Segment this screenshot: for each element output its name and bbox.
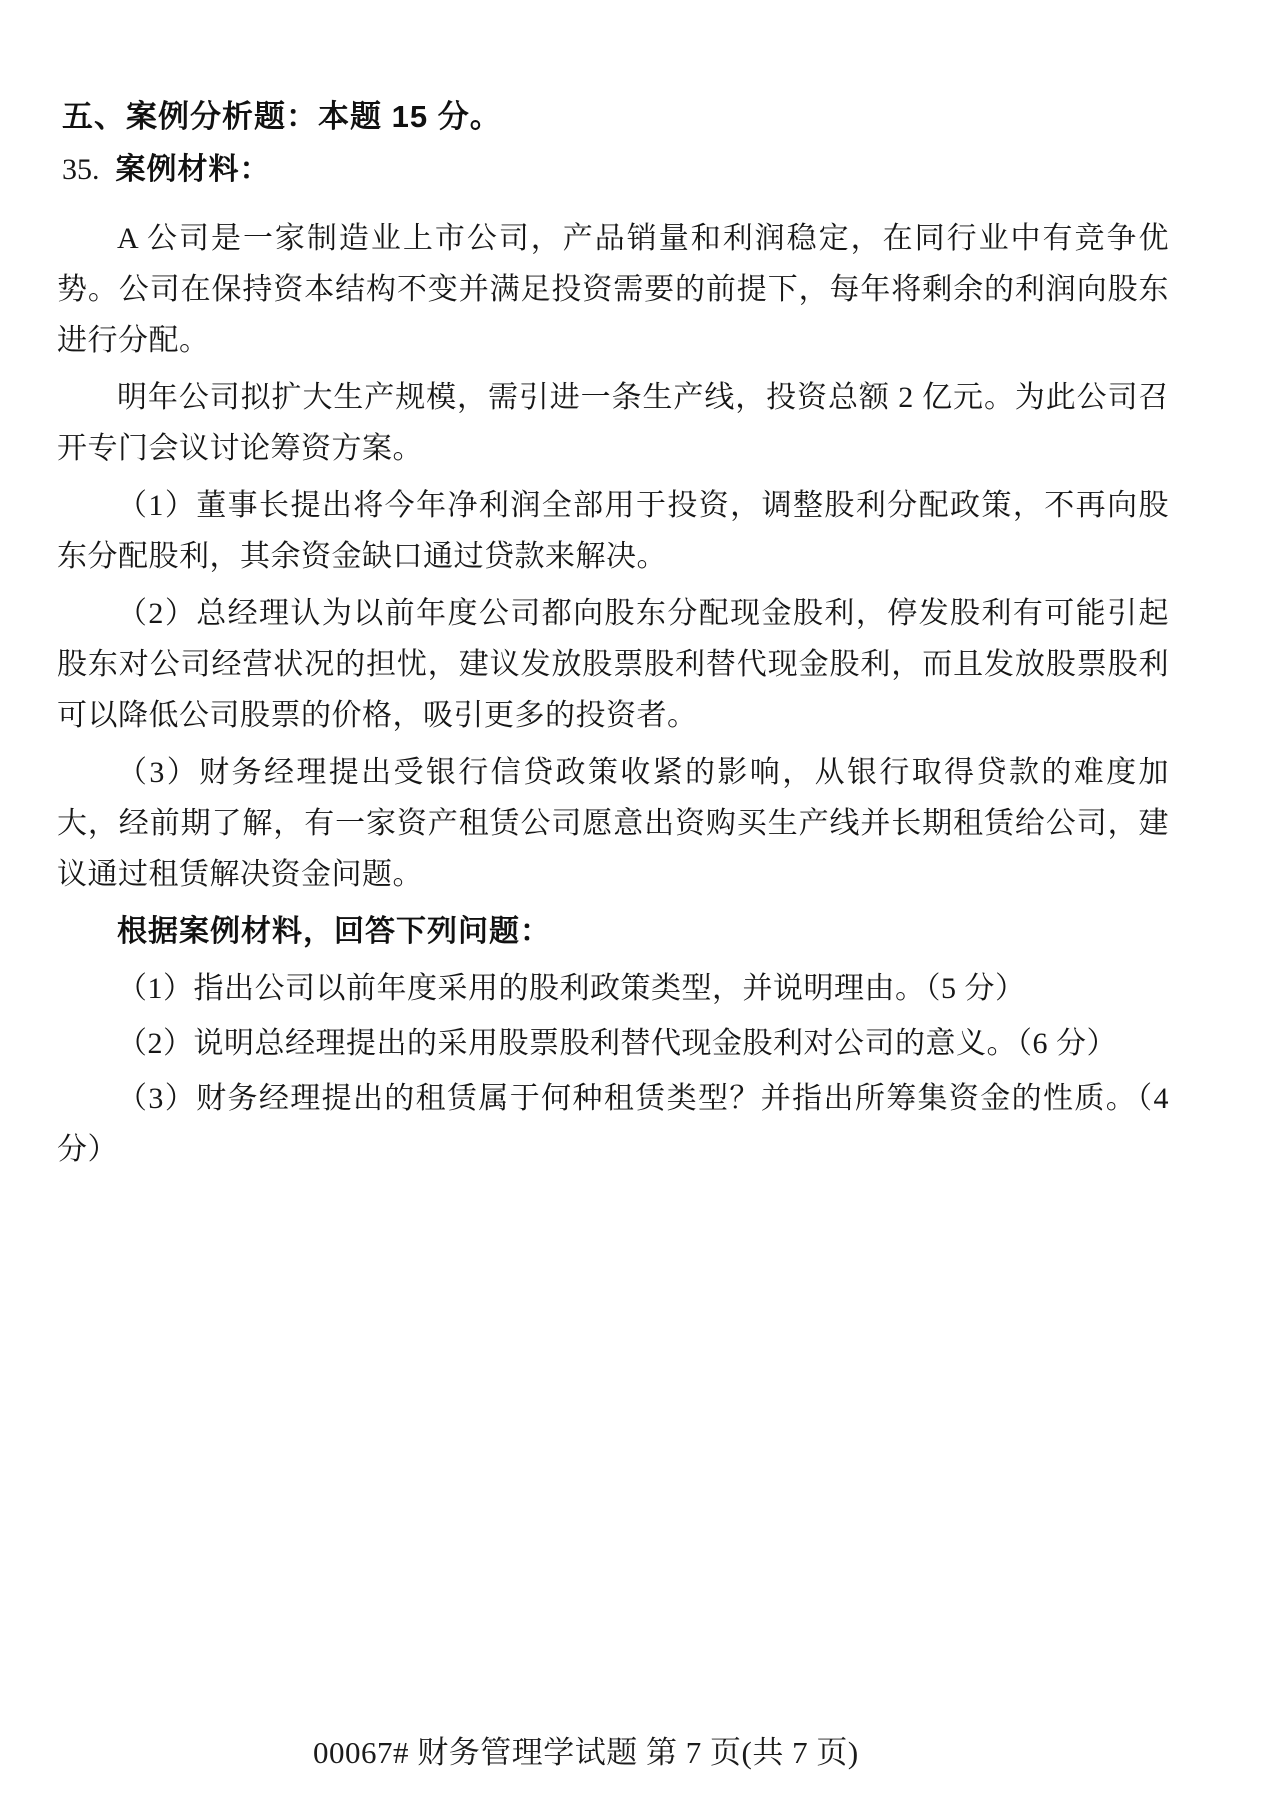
question-header xyxy=(57,152,1169,188)
case-paragraph: （3）财务经理提出受银行信贷政策收紧的影响，从银行取得贷款的难度加大，经前期了解，有一家资产租赁公司愿意出资购买生产线并长期租赁给公司，建议通过租赁解决资金问题。 xyxy=(57,756,1169,891)
case-paragraph: A 公司是一家制造业上市公司，产品销量和利润稳定，在同行业中有竞争优势。公司在保持资本结构不变并满足投资需要的前提下，每年将剩余的利润向股东进行分配。 xyxy=(57,222,1169,357)
page-footer: 00067# 财务管理学试题 第 7 页(共 7 页) xyxy=(313,1735,859,1770)
case-paragraph: （2）总经理认为以前年度公司都向股东分配现金股利，停发股利有可能引起股东对公司经营状况的担忧，建议发放股票股利替代现金股利，而且发放股票股利可以降低公司股票的价格，吸引更多的投资者。 xyxy=(57,597,1169,732)
exam-content xyxy=(57,98,1169,1179)
section-heading: 五、案例分析题：本题 15 分。 xyxy=(62,99,502,134)
question-label: 案例材料： xyxy=(115,153,271,186)
question-number: 35. xyxy=(62,153,100,186)
sub-question: （1）指出公司以前年度采用的股利政策类型，并说明理由。（5 分） xyxy=(117,972,1026,1005)
case-paragraph: （1）董事长提出将今年净利润全部用于投资，调整股利分配政策，不再向股东分配股利，其余资金缺口通过贷款来解决。 xyxy=(57,489,1169,573)
sub-question: （3）财务经理提出的租赁属于何种租赁类型？并指出所筹集资金的性质。（4 分） xyxy=(57,1082,1169,1166)
case-paragraph: 明年公司拟扩大生产规模，需引进一条生产线，投资总额 2 亿元。为此公司召开专门会议讨论筹资方案。 xyxy=(57,381,1169,465)
prompt-heading: 根据案例材料，回答下列问题： xyxy=(117,915,551,948)
sub-question: （2）说明总经理提出的采用股票股利替代现金股利对公司的意义。（6 分） xyxy=(117,1027,1117,1060)
